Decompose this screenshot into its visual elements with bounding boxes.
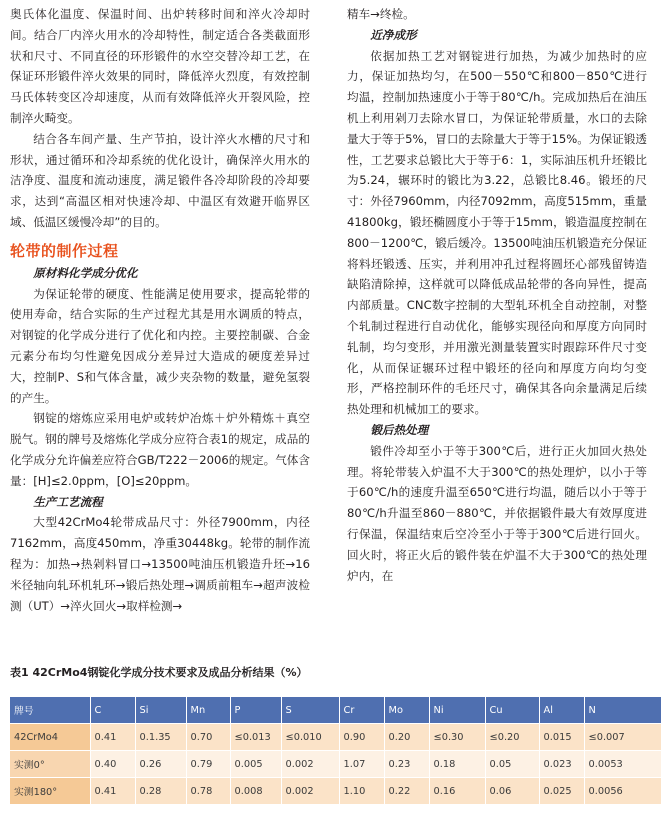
table-row: [10, 778, 661, 805]
header-cell: S: [281, 697, 339, 724]
table-cell: 0.26: [135, 751, 186, 778]
table-cell: 0.008: [230, 778, 281, 805]
header-cell: Al: [539, 697, 584, 724]
paragraph-material: 为保证轮带的硬度、性能满足使用要求，提高轮带的使用寿命，结合实际的生产过程尤其是用水调质的特点，对钢锭的化学成分进行了优化和内控。主要控制碳、合金元素分布均匀性避免因成分差异过大造成的硬度差异过大，控制P、S和气体含量，减少夹杂物的数量，避免氢裂的产生。: [10, 286, 310, 405]
table-cell: 0.78: [186, 778, 230, 805]
paragraph-process-flow: 大型42CrMo4轮带成品尺寸：外径7900mm，内径7162mm，高度450mm，净重30448kg。轮带的制作流程为：加热→热剁料冒口→13500吨油压机锻造升坯→16米径轴向轧环机轧环→锻后热处理→调质前粗车→超声波检测（UT）→淬火回火→取样检测→: [10, 515, 310, 613]
paragraph-near-net-forming: 依据加热工艺对钢锭进行加热，为减少加热时的应力，保证加热均匀，在500－550℃和800－850℃进行均温，控制加热速度小于等于80℃/h。完成加热后在油压机上利用剁刀去除水冒口，为保证轮带质量，水口的去除量大于等于5%，冒口的去除量大于等于15%。为保证锻透性，工艺要求总锻比大于等于6：1，实际油压机升坯锻比为5.24，辗环时的锻比为3.22，总锻比8.46。锻坯的尺寸：外径7960mm，内径7092mm，高度515mm，重量41800kg，锻坯椭圆度小于等于15mm，锻造温度控制在800－1200℃，锻后缓冷。13500吨油压机锻造充分保证将料坯锻透、压实，并利用冲孔过程将圆坯心部残留铸造缺陷清除掉，这样就可以降低成品轮带的各向异性，提高内部质量。CNC数字控制的大型轧环机全自动控制，对整个轧制过程进行自动优化，能够实现径向和厚度方向同时轧制，均匀变形，并用激光测量装置实时跟踪环件尺寸变化，从而保证辗环过程中锻坯的径向和厚度方向均匀变形，严格控制环件的毛坯尺寸，确保其各向余量满足后续热处理和机械加工的要求。: [347, 48, 647, 417]
table-cell: 0.41: [90, 724, 135, 751]
table-cell: 0.70: [186, 724, 230, 751]
paragraph-post-forging-heat: 锻件冷却至小于等于300℃后，进行正火加回火热处理。将轮带装入炉温不大于300℃的热处理炉，以小于等于60℃/h的速度升温至650℃进行均温，随后以小于等于80℃/h升温至860－880℃，并依据锻件最大有效厚度进行保温，保温结束后空冷至小于等于300℃后进行回火。回火时，将正火后的锻件装在炉温不大于300℃的热处理炉内，在: [347, 443, 647, 583]
table-cell: ≤0.007: [584, 724, 661, 751]
paragraph-continuation: 精车→终检。: [347, 7, 415, 21]
table-caption: 表1 42CrMo4钢锭化学成分技术要求及成品分析结果（%）: [10, 666, 308, 679]
table-row: [10, 751, 661, 778]
table-cell: 0.20: [384, 724, 429, 751]
subheading-material: 原材料化学成分优化: [33, 265, 138, 280]
paragraph-quench-cooling: 奥氏体化温度、保温时间、出炉转移时间和淬火冷却时间。结合厂内淬火用水的冷却特性，制定适合各类截面形状和尺寸、不同直径的环形锻件的水空交替冷却工艺，在保证环形锻件淬火效果的同时，降低淬火烈度，有效控制马氏体转变区冷却速度，从而有效降低淬火开裂风险，控制淬火畸变。: [10, 7, 310, 125]
header-cell: Cu: [485, 697, 539, 724]
table-cell: 0.41: [90, 778, 135, 805]
header-cell: N: [584, 697, 661, 724]
table-cell: 42CrMo4: [10, 724, 90, 751]
section-title: 轮带的制作过程: [10, 241, 119, 260]
paragraph-quench-tank: 结合各车间产量、生产节拍，设计淬火水槽的尺寸和形状，通过循环和冷却系统的优化设计，确保淬火用水的洁净度、温度和流动速度，满足锻件各冷却阶段的冷却要求，达到“高温区相对快速冷却、中温区有效避开临界区域、低温区缓慢冷却”的目的。: [10, 131, 310, 229]
table-cell: 0.28: [135, 778, 186, 805]
table-header-row: [10, 697, 661, 724]
paragraph-smelting: 钢锭的熔炼应采用电炉或转炉冶炼＋炉外精炼＋真空脱气。钢的牌号及熔炼化学成分应符合表1的规定，成品的化学成分允许偏差应符合GB/T222－2006的规定。气体含量：[H]≤2.0ppm，[O]≤20ppm。: [10, 411, 310, 488]
table-cell: 0.0053: [584, 751, 661, 778]
table-cell: 1.10: [339, 778, 384, 805]
header-cell: 牌号: [10, 697, 90, 724]
table-cell: 0.025: [539, 778, 584, 805]
table-cell: 实测180°: [10, 778, 90, 805]
header-cell: P: [230, 697, 281, 724]
table-cell: ≤0.30: [429, 724, 485, 751]
table-cell: ≤0.010: [281, 724, 339, 751]
table-cell: ≤0.013: [230, 724, 281, 751]
table-cell: 0.005: [230, 751, 281, 778]
chemical-composition-table: [10, 697, 661, 805]
table-cell: 0.22: [384, 778, 429, 805]
table-cell: 0.23: [384, 751, 429, 778]
table-cell: 0.015: [539, 724, 584, 751]
table-cell: ≤0.20: [485, 724, 539, 751]
table-cell: 0.002: [281, 778, 339, 805]
table-cell: 0.06: [485, 778, 539, 805]
subheading-process-flow: 生产工艺流程: [33, 494, 103, 509]
table-cell: 0.05: [485, 751, 539, 778]
table-cell: 0.0056: [584, 778, 661, 805]
subheading-near-net-forming: 近净成形: [370, 27, 417, 42]
table-cell: 0.40: [90, 751, 135, 778]
table-cell: 实测0°: [10, 751, 90, 778]
header-cell: Si: [135, 697, 186, 724]
table-cell: 0.023: [539, 751, 584, 778]
table-cell: 0.79: [186, 751, 230, 778]
header-cell: Ni: [429, 697, 485, 724]
table-cell: 0.18: [429, 751, 485, 778]
header-cell: Mo: [384, 697, 429, 724]
header-cell: Cr: [339, 697, 384, 724]
subheading-post-forging-heat: 锻后热处理: [370, 422, 429, 437]
table-cell: 0.90: [339, 724, 384, 751]
table-cell: 1.07: [339, 751, 384, 778]
table-cell: 0.16: [429, 778, 485, 805]
header-cell: C: [90, 697, 135, 724]
header-cell: Mn: [186, 697, 230, 724]
right-column: [347, 4, 647, 586]
table-cell: 0.1.35: [135, 724, 186, 751]
table-cell: 0.002: [281, 751, 339, 778]
table-row: [10, 724, 661, 751]
left-column: [10, 4, 310, 616]
